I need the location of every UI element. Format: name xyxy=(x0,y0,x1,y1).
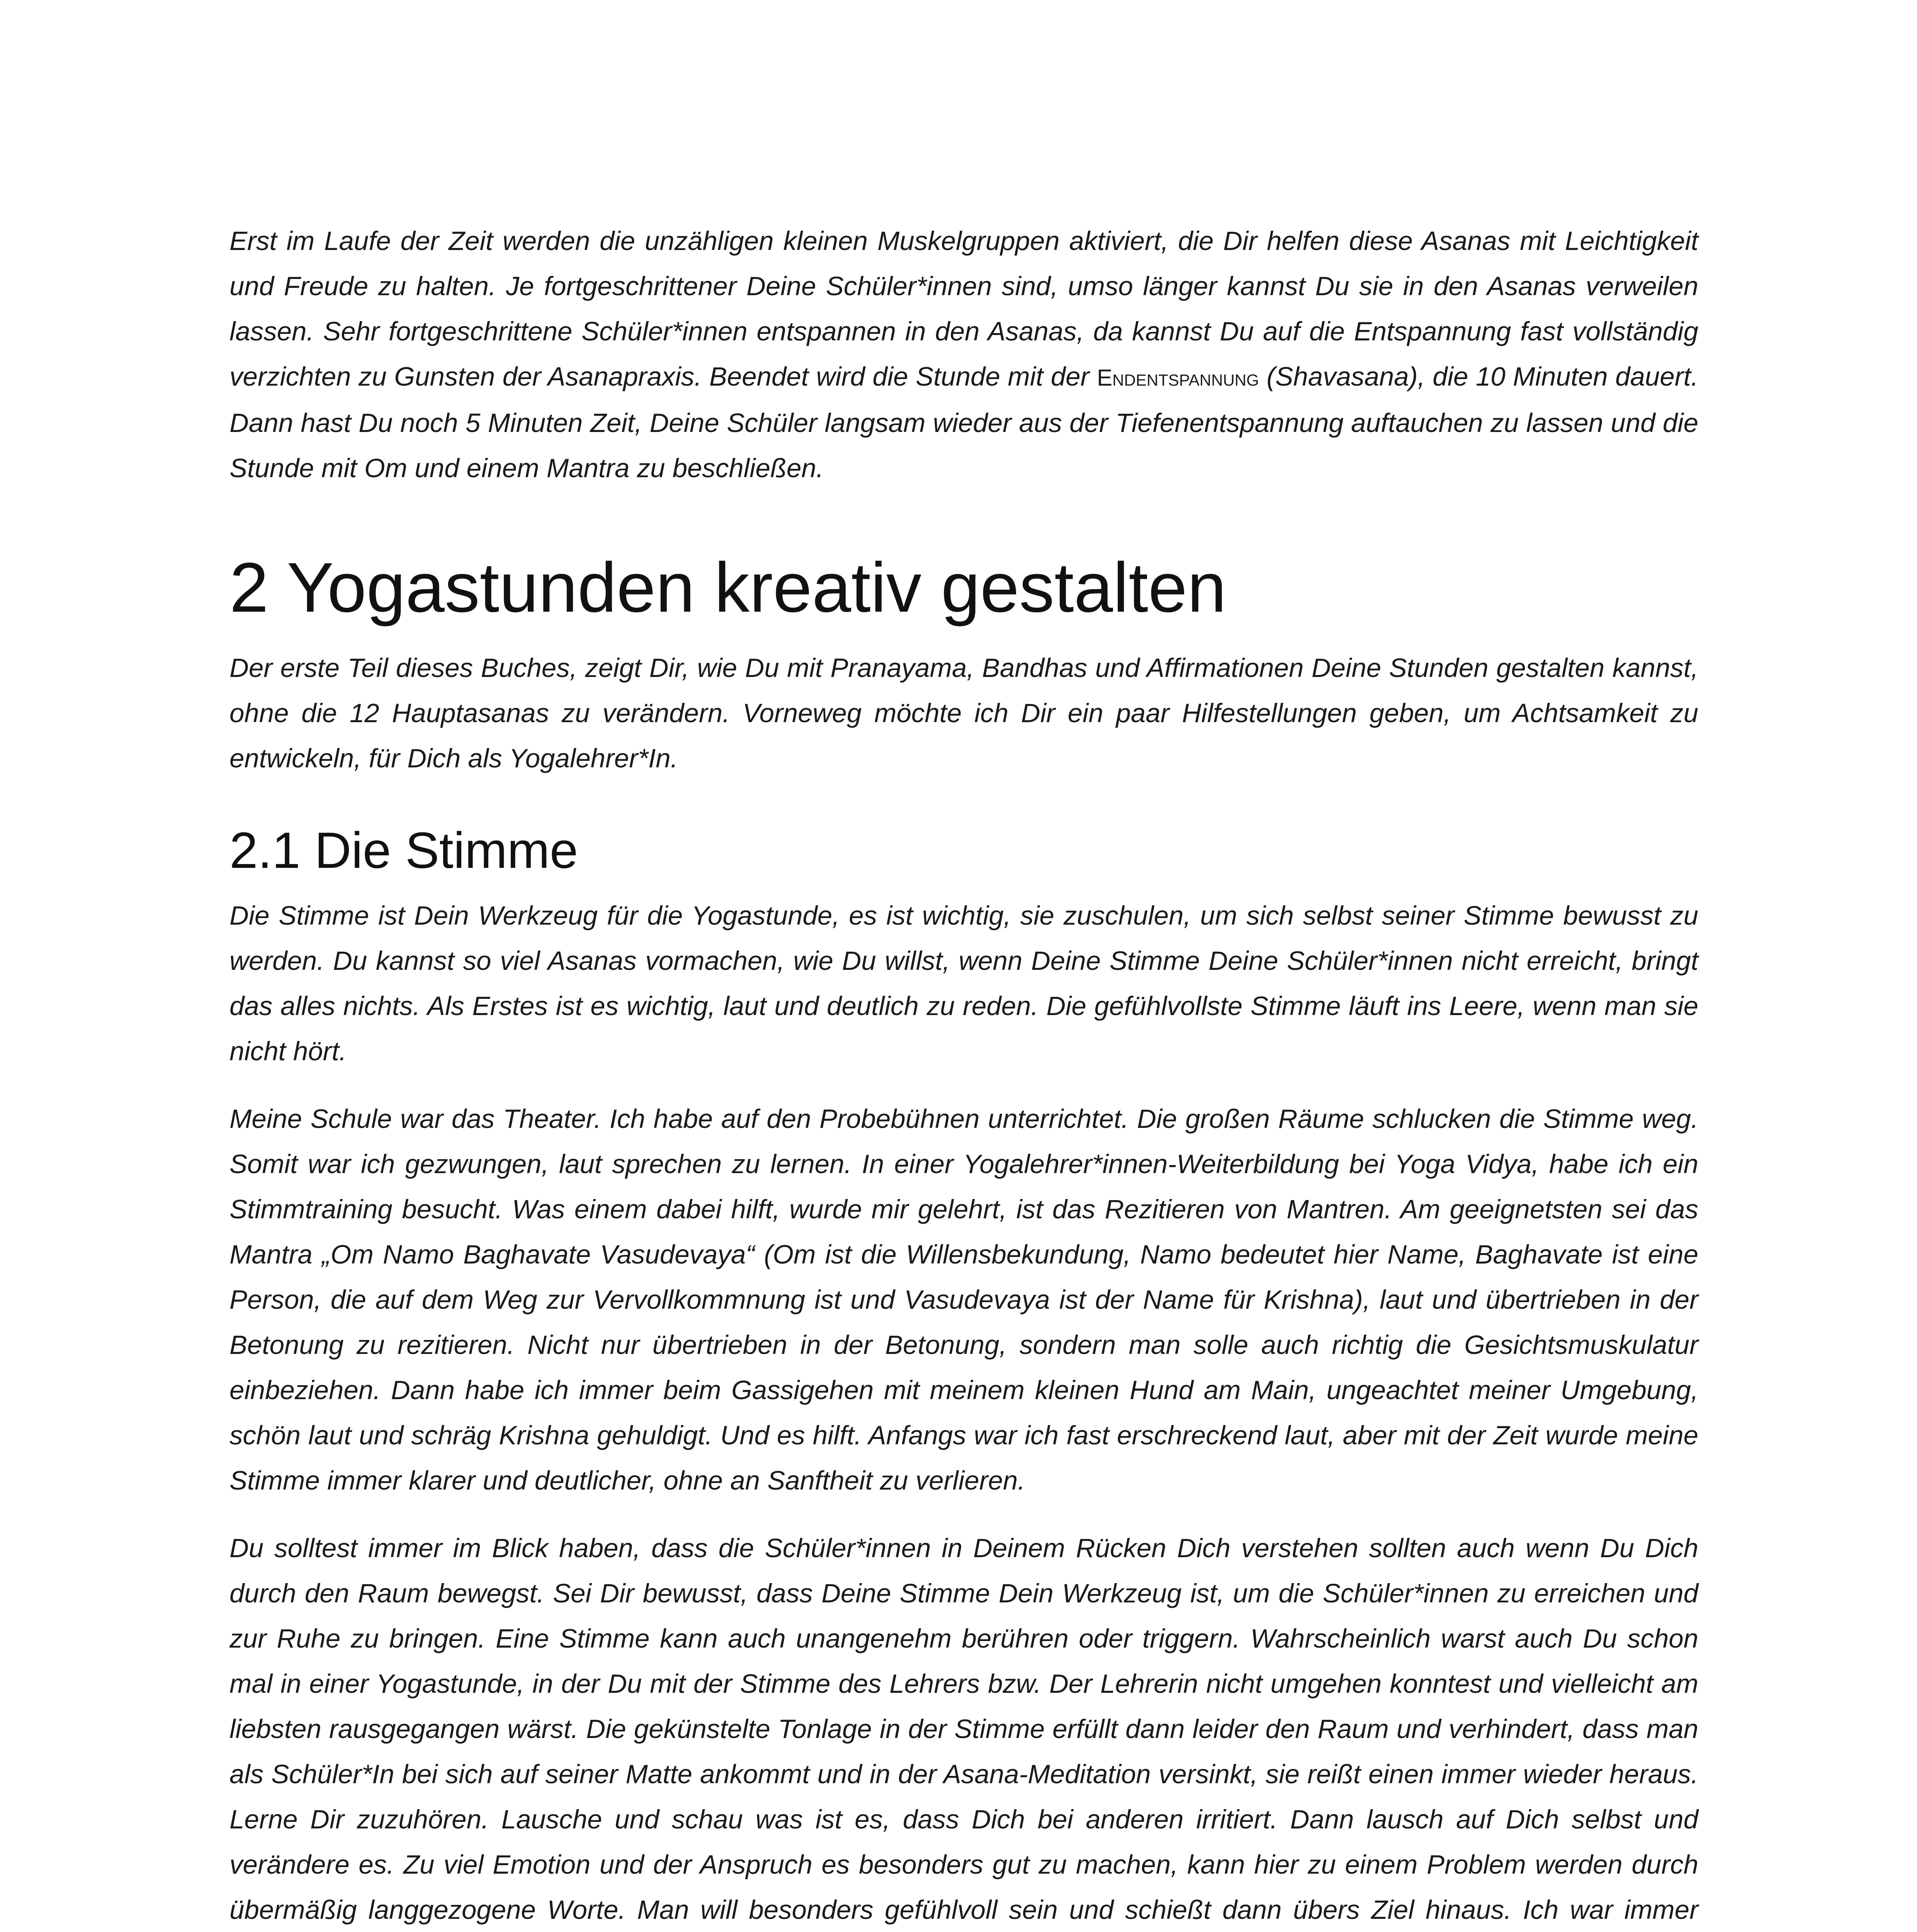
intro-text-after: (Shavasana), die 10 Minuten dauert. Dann hast Du noch 5 Minuten Zeit, Deine Schüler langsam wieder aus der Tiefenentspannung auftauchen zu lassen und die Stunde mit Om und einem Mantra zu beschließen. xyxy=(229,362,1698,483)
chapter-intro-paragraph: Der erste Teil dieses Buches, zeigt Dir, wie Du mit Pranayama, Bandhas und Affirmationen Deine Stunden gestalten kannst, ohne die 12 Hauptasanas zu verändern. Vorneweg möchte ich Dir ein paar Hilfestellungen geben, um Achtsamkeit zu entwickeln, für Dich als Yogalehrer*In. xyxy=(229,653,1698,773)
section-paragraph: Du solltest immer im Blick haben, dass die Schüler*innen in Deinem Rücken Dich verstehen sollten auch wenn Du Dich durch den Raum bewegst. Sei Dir bewusst, dass Deine Stimme Dein Werkzeug ist, um die Schüler*innen zu erreichen und zur Ruhe zu bringen. Eine Stimme kann auch unangenehm berühren oder triggern. Wahrscheinlich warst auch Du schon mal in einer Yogastunde, in der Du mit der Stimme des Lehrers bzw. Der Lehrerin nicht umgehen konntest und vielleicht am liebsten rausgegangen wärst. Die gekünstelte Tonlage in der Stimme erfüllt dann leider den Raum und verhindert, dass man als Schüler*In bei sich auf seiner Matte ankommt und in der Asana-Meditation versinkt, sie reißt einen immer wieder heraus. Lerne Dir zuzuhören. Lausche und schau was ist es, dass Dich bei anderen irritiert. Dann lausch auf Dich selbst und verändere es. Zu viel Emotion und der Anspruch es besonders gut zu machen, kann hier zu einem Problem werden durch übermäßig langgezogene Worte. Man will besonders gefühlvoll sein und schießt dann übers Ziel hinaus. Ich war immer xyxy=(229,1533,1698,1925)
page-content xyxy=(229,218,1698,1932)
intro-smallcaps-term: Endentspannung xyxy=(1097,365,1259,391)
intro-paragraph xyxy=(229,218,1698,491)
section-heading: 2.1 Die Stimme xyxy=(229,822,578,879)
section-paragraph: Die Stimme ist Dein Werkzeug für die Yogastunde, es ist wichtig, sie zuschulen, um sich selbst seiner Stimme bewusst zu werden. Du kannst so viel Asanas vormachen, wie Du willst, wenn Deine Stimme Deine Schüler*innen nicht erreicht, bringt das alles nichts. Als Erstes ist es wichtig, laut und deutlich zu reden. Die gefühlvollste Stimme läuft ins Leere, wenn man sie nicht hört. xyxy=(229,901,1698,1066)
intro-text-before: Erst im Laufe der Zeit werden die unzähligen kleinen Muskelgruppen aktiviert, die Dir helfen diese Asanas mit Leichtigkeit und Freude zu halten. Je fortgeschrittener Deine Schüler*innen sind, umso länger kannst Du sie in den Asanas verweilen lassen. Sehr fortgeschrittene Schüler*innen entspannen in den Asanas, da kannst Du auf die Entspannung fast vollständig verzichten zu Gunsten der Asanapraxis. Beendet wird die Stunde mit der xyxy=(229,226,1698,391)
section-paragraph: Meine Schule war das Theater. Ich habe auf den Probebühnen unterrichtet. Die großen Räume schlucken die Stimme weg. Somit war ich gezwungen, laut sprechen zu lernen. In einer Yogalehrer*innen-Weiterbildung bei Yoga Vidya, habe ich ein Stimmtraining besucht. Was einem dabei hilft, wurde mir gelehrt, ist das Rezitieren von Mantren. Am geeignetsten sei das Mantra „Om Namo Baghavate Vasudevaya“ (Om ist die Willensbekundung, Namo bedeutet hier Name, Baghavate ist eine Person, die auf dem Weg zur Vervollkommnung ist und Vasudevaya ist der Name für Krishna), laut und übertrieben in der Betonung zu rezitieren. Nicht nur übertrieben in der Betonung, sondern man solle auch richtig die Gesichtsmuskulatur einbeziehen. Dann habe ich immer beim Gassigehen mit meinem kleinen Hund am Main, ungeachtet meiner Umgebung, schön laut und schräg Krishna gehuldigt. Und es hilft. Anfangs war ich fast erschreckend laut, aber mit der Zeit wurde meine Stimme immer klarer und deutlicher, ohne an Sanftheit zu verlieren. xyxy=(229,1104,1698,1495)
chapter-heading: 2 Yogastunden kreativ gestalten xyxy=(229,548,1227,627)
